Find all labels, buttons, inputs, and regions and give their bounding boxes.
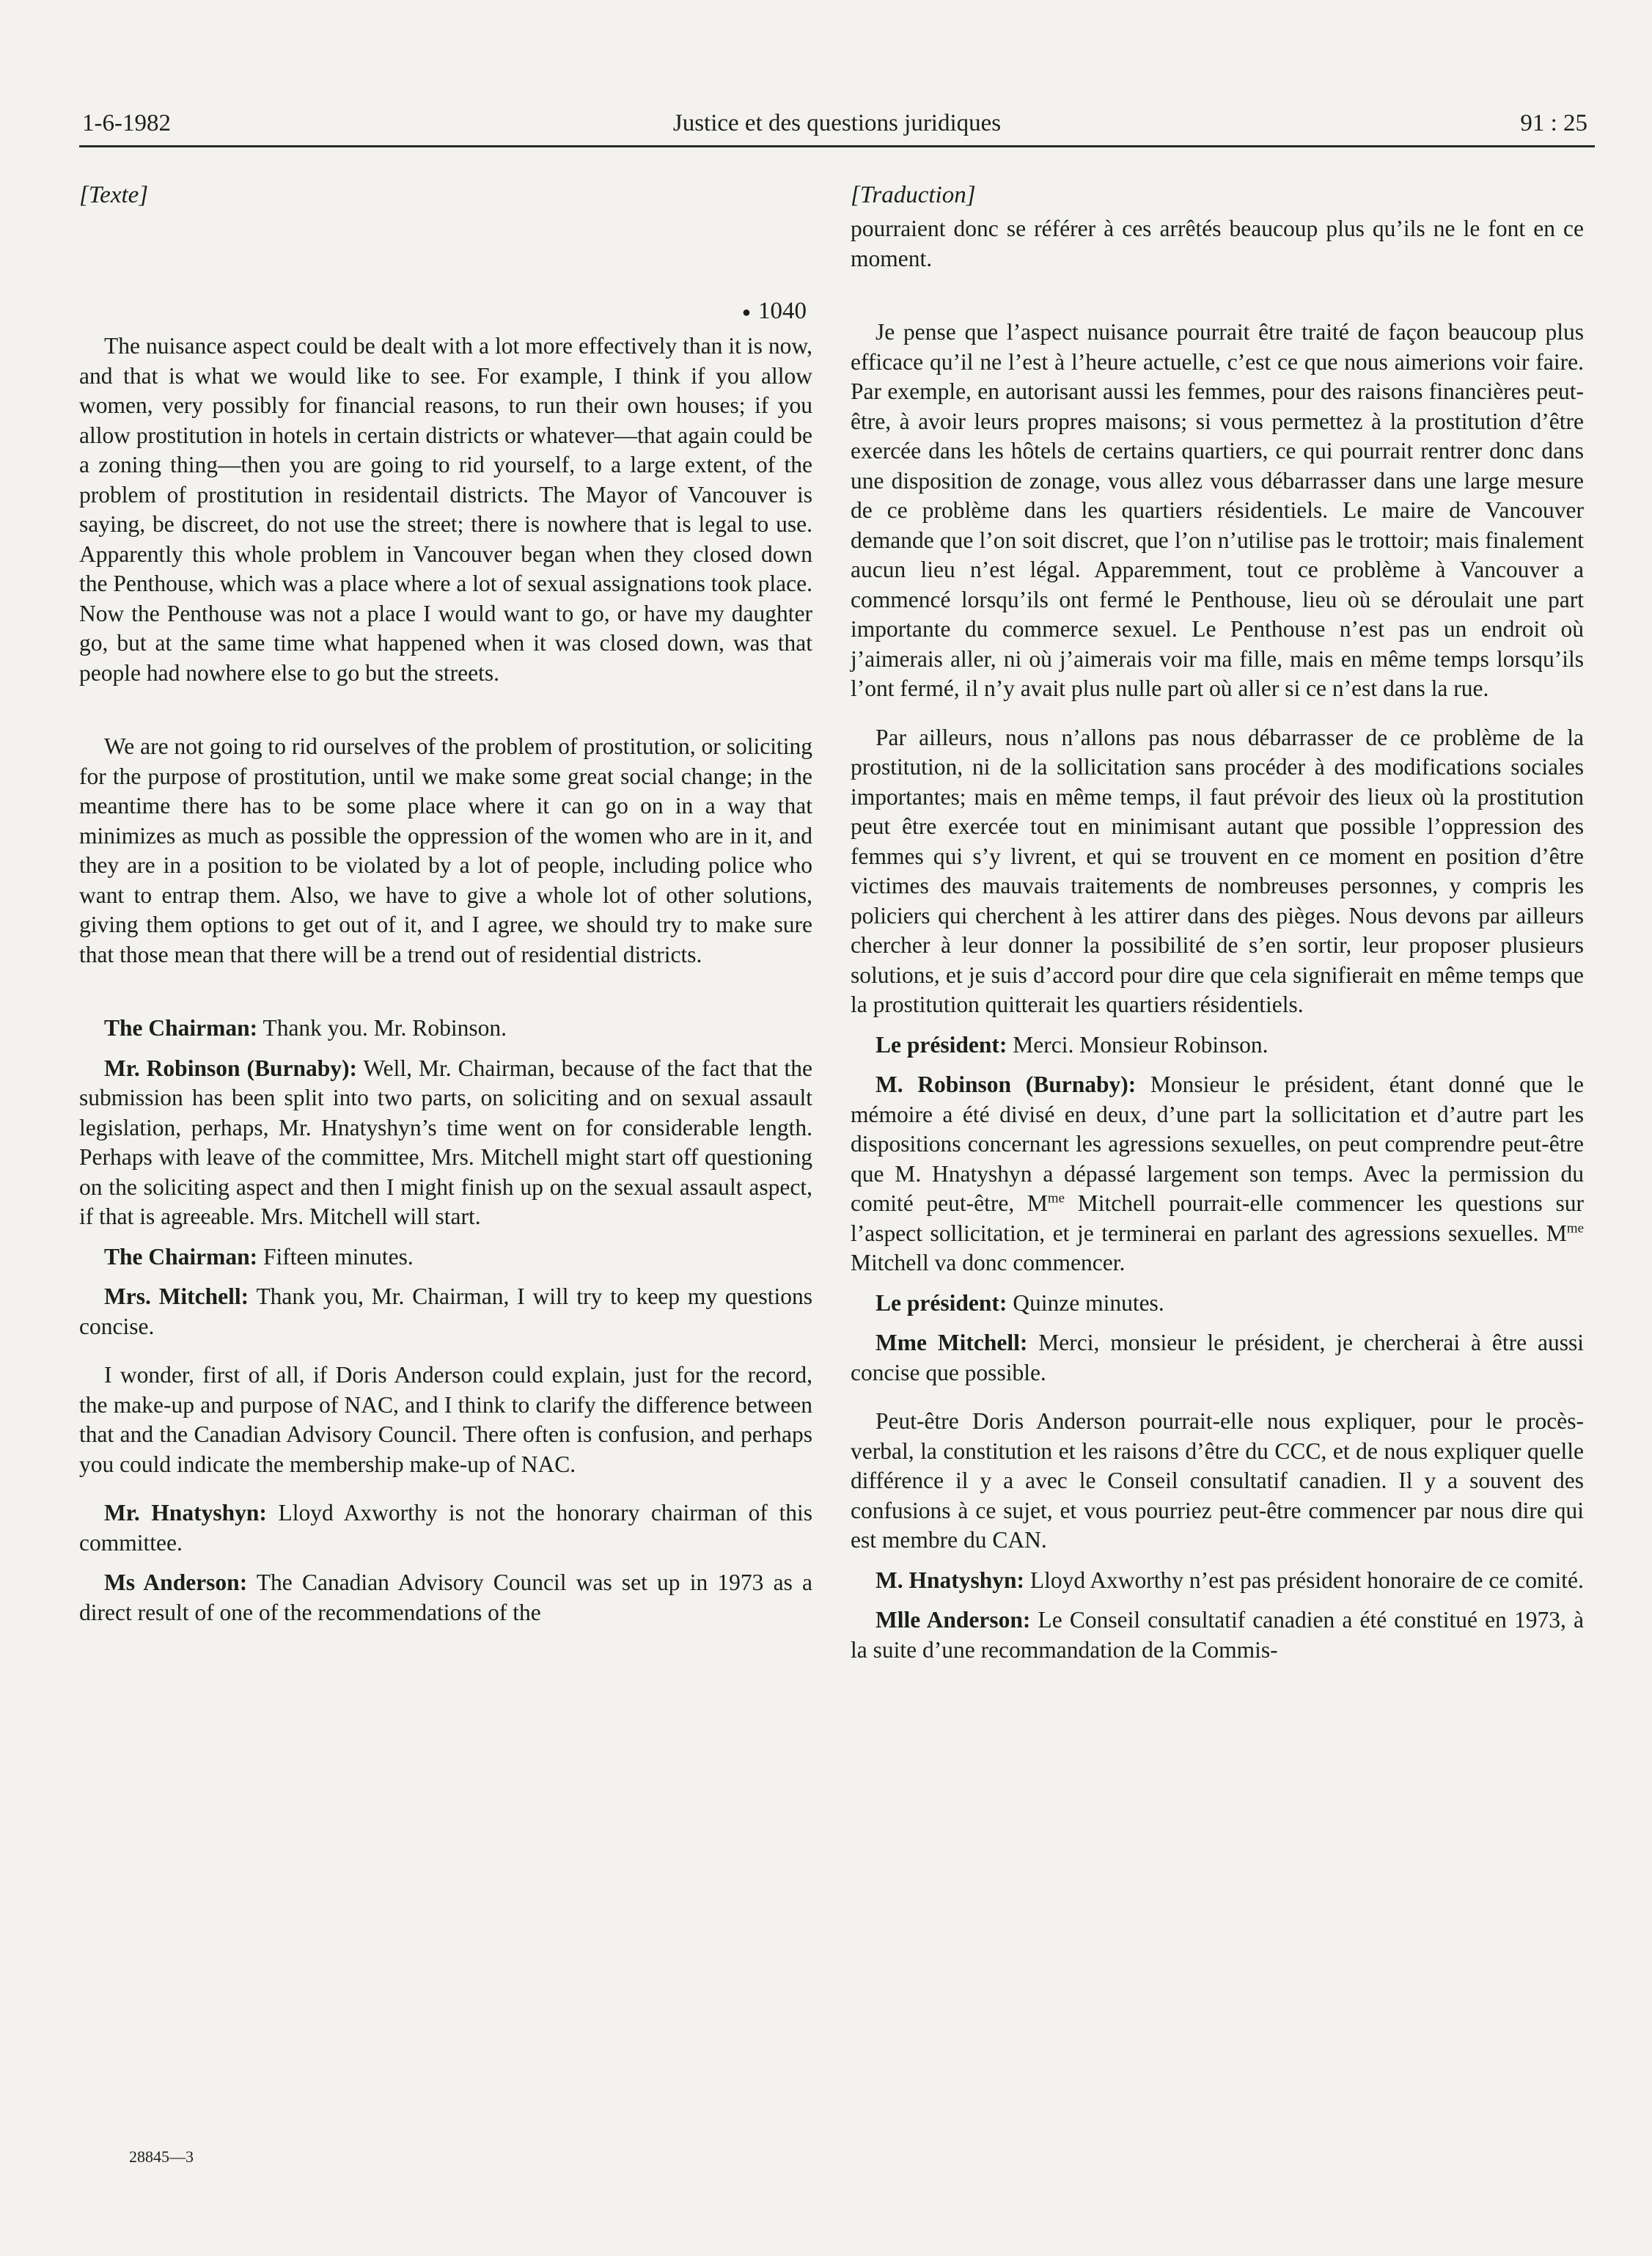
exchange-paragraph [79, 1282, 812, 1341]
exchange-paragraph [851, 1070, 1584, 1278]
exchange-text: Mitchell pourrait-elle commencer les questions sur l’aspect sollicitation, et je terminerai en parlant des agressions sexuelles. M [851, 1190, 1584, 1246]
exchange-paragraph [79, 1242, 812, 1272]
exchange-paragraph [851, 1289, 1584, 1319]
exchange-text: Well, Mr. Chairman, because of the fact that the submission has been split into two parts, on soliciting and on sexual assault legislation, perhaps, Mr. Hnatyshyn’s time went on for considerable length. Perhaps with leave of the committee, Mrs. Mitchell might start off questioning on the soliciting aspect and then I might finish up on the sexual assault aspect, if that is agreeable. Mrs. Mitchell will start. [79, 1055, 812, 1230]
right-column-french [851, 180, 1584, 1665]
speaker-name: Mr. Robinson (Burnaby): [104, 1055, 358, 1081]
exchange-paragraph [79, 1054, 812, 1232]
speaker-name: Le président: [875, 1289, 1007, 1316]
speaker-name: Mme Mitchell: [875, 1330, 1028, 1355]
paragraph: We are not going to rid ourselves of the problem of prostitution, or soliciting for the purpose of prostitution, until we make some great social change; in the meantime there has to be some place where it can go on in a way that minimizes as much as possible the oppression of the women who are in it, and they are in a position to be violated by a lot of people, including police who want to entrap them. Also, we have to give a whole lot of other solutions, giving them options to get out of it, and I agree, we should try to make sure that those mean that there will be a trend out of residential districts. [79, 733, 812, 967]
timestamp-value: 1040 [758, 298, 807, 324]
paragraph: Peut-être Doris Anderson pourrait-elle nous expliquer, pour le procès-verbal, la constitution et les raisons d’être du CCC, et de nous expliquer quelle différence il y a avec le Conseil consultatif canadien. Il y a souvent des confusions à ce sujet, et vous pourriez peut-être commencer par nous dire qui est membre du CAN. [851, 1408, 1584, 1553]
right-column-label: [Traduction] [851, 182, 976, 208]
exchange-text: The Canadian Advisory Council was set up in 1973 as a direct result of one of the recommendations of the [79, 1570, 812, 1625]
left-column-label: [Texte] [79, 182, 149, 208]
speaker-name: Mlle Anderson: [875, 1607, 1031, 1633]
paragraph: The nuisance aspect could be dealt with a lot more effectively than it is now, and that is what we would like to see. For example, I think if you allow women, very possibly for financial reasons, to run their own houses; if you allow prostitution in hotels in certain districts or whatever—that again could be a zoning thing—then you are going to rid yourself, to a large extent, of the problem of prostitution in residentail districts. The Mayor of Vancouver is saying, be discreet, do not use the street; there is nowhere that is legal to use. Apparently this whole problem in Vancouver began when they closed down the Penthouse, which was a place where a lot of sexual assignations took place. Now the Penthouse was not a place I would want to go, or have my daughter go, but at the same time what happened when it was closed down, was that people had nowhere else to go but the streets. [79, 333, 812, 686]
left-column-english [79, 180, 812, 1627]
paragraph: Je pense que l’aspect nuisance pourrait être traité de façon beaucoup plus efficace qu’il ne l’est à l’heure actuelle, c’est ce que nous aimerions voir faire. Par exemple, en autorisant aussi les femmes, pour des raisons financières peut-être, à avoir leurs propres maisons; si vous permettez à la prostitution d’être exercée dans les hôtels de certains quartiers, ce qui pourrait rentrer donc dans une disposition de zonage, vous allez vous débarrasser dans une large mesure de ce problème dans les quartiers résidentiels. Le maire de Vancouver demande que l’on soit discret, que l’on n’utilise pas le trottoir; mais finalement aucun lieu n’est légal. Apparemment, tout ce problème à Vancouver a commencé lorsqu’ils ont fermé le Penthouse, lieu où se déroulait une part importante du commerce sexuel. Le Penthouse n’est pas un endroit où j’aimerais aller, ni où j’aimerais voir ma fille, mais en même temps lorsqu’ils l’ont fermé, il n’y avait plus nulle part où aller si ce n’est dans la rue. [851, 319, 1584, 701]
running-header [79, 107, 1595, 147]
timestamp [79, 296, 807, 327]
exchange-paragraph [79, 1498, 812, 1558]
exchange-paragraph [851, 1605, 1584, 1665]
speaker-name: The Chairman: [104, 1015, 258, 1041]
exchange-text: Le Conseil consultatif canadien a été constitué en 1973, à la suite d’une recommandation de la Commis- [851, 1607, 1584, 1663]
header-date: 1-6-1982 [82, 110, 171, 136]
exchange-text: Lloyd Axworthy n’est pas président honoraire de ce comité. [1024, 1567, 1584, 1593]
exchange-text: Mitchell va donc commencer. [851, 1250, 1126, 1275]
speaker-name: M. Robinson (Burnaby): [875, 1072, 1137, 1097]
superscript: me [1566, 1220, 1584, 1236]
exchange-text: Fifteen minutes. [257, 1243, 414, 1270]
speaker-name: Mrs. Mitchell: [104, 1283, 249, 1310]
header-title: Justice et des questions juridiques [672, 110, 1002, 136]
exchange-text: Merci, monsieur le président, je chercherai à être aussi concise que possible. [851, 1330, 1585, 1385]
exchange-paragraph [851, 1030, 1584, 1061]
exchange-paragraph [79, 1568, 812, 1627]
paragraph: pourraient donc se référer à ces arrêtés beaucoup plus qu’ils ne le font en ce moment. [851, 216, 1584, 271]
exchange-text: Thank you, Mr. Chairman, I will try to keep my questions concise. [79, 1283, 812, 1339]
speaker-name: The Chairman: [104, 1243, 258, 1270]
speaker-name: Le président: [875, 1031, 1007, 1058]
exchange-paragraph [851, 1328, 1584, 1388]
bullet-icon: ● [741, 304, 751, 321]
speaker-name: M. Hnatyshyn: [875, 1567, 1025, 1593]
paragraph: Par ailleurs, nous n’allons pas nous débarrasser de ce problème de la prostitution, ni de la sollicitation sans procéder à des modifications sociales importantes; mais en même temps, il faut prévoir des lieux où la prostitution peut être exercée tout en minimisant autant que possible l’oppression des femmes qui s’y livrent, et qui se trouvent en ce moment en position d’être victimes des mauvais traitements de nombreuses personnes, y compris les policiers qui cherchent à les attirer dans des pièges. Nous devons par ailleurs chercher à leur donner la possibilité de s’en sortir, leur proposer plusieurs solutions, et je suis d’accord pour dire que cela signifierait en même temps que la prostitution quitterait les quartiers résidentiels. [851, 724, 1584, 1017]
speaker-name: Ms Anderson: [104, 1570, 248, 1596]
exchange-paragraph [79, 1014, 812, 1044]
speaker-name: Mr. Hnatyshyn: [104, 1500, 267, 1526]
paragraph: I wonder, first of all, if Doris Anderson could explain, just for the record, the make-up and purpose of NAC, and I think to clarify the difference between that and the Canadian Advisory Council. There often is confusion, and perhaps you could indicate the membership make-up of NAC. [79, 1362, 812, 1477]
exchange-text: Thank you. Mr. Robinson. [257, 1015, 507, 1041]
exchange-paragraph [851, 1566, 1584, 1596]
exchange-text: Quinze minutes. [1007, 1289, 1164, 1316]
exchange-text: Lloyd Axworthy is not the honorary chairman of this committee. [79, 1500, 812, 1556]
superscript: me [1047, 1190, 1065, 1206]
exchange-text: Monsieur le président, étant donné que le mémoire a été divisé en deux, d’une part la sollicitation et d’autre part les dispositions concernant les agressions sexuelles, on peut comprendre peut-être que M. Hnatyshyn a dépassé largement son temps. Avec la permission du comité peut-être, M [851, 1072, 1584, 1216]
footer-code: 28845—3 [129, 2147, 194, 2166]
exchange-text: Merci. Monsieur Robinson. [1007, 1031, 1269, 1058]
header-page-number: 91 : 25 [1520, 110, 1587, 136]
